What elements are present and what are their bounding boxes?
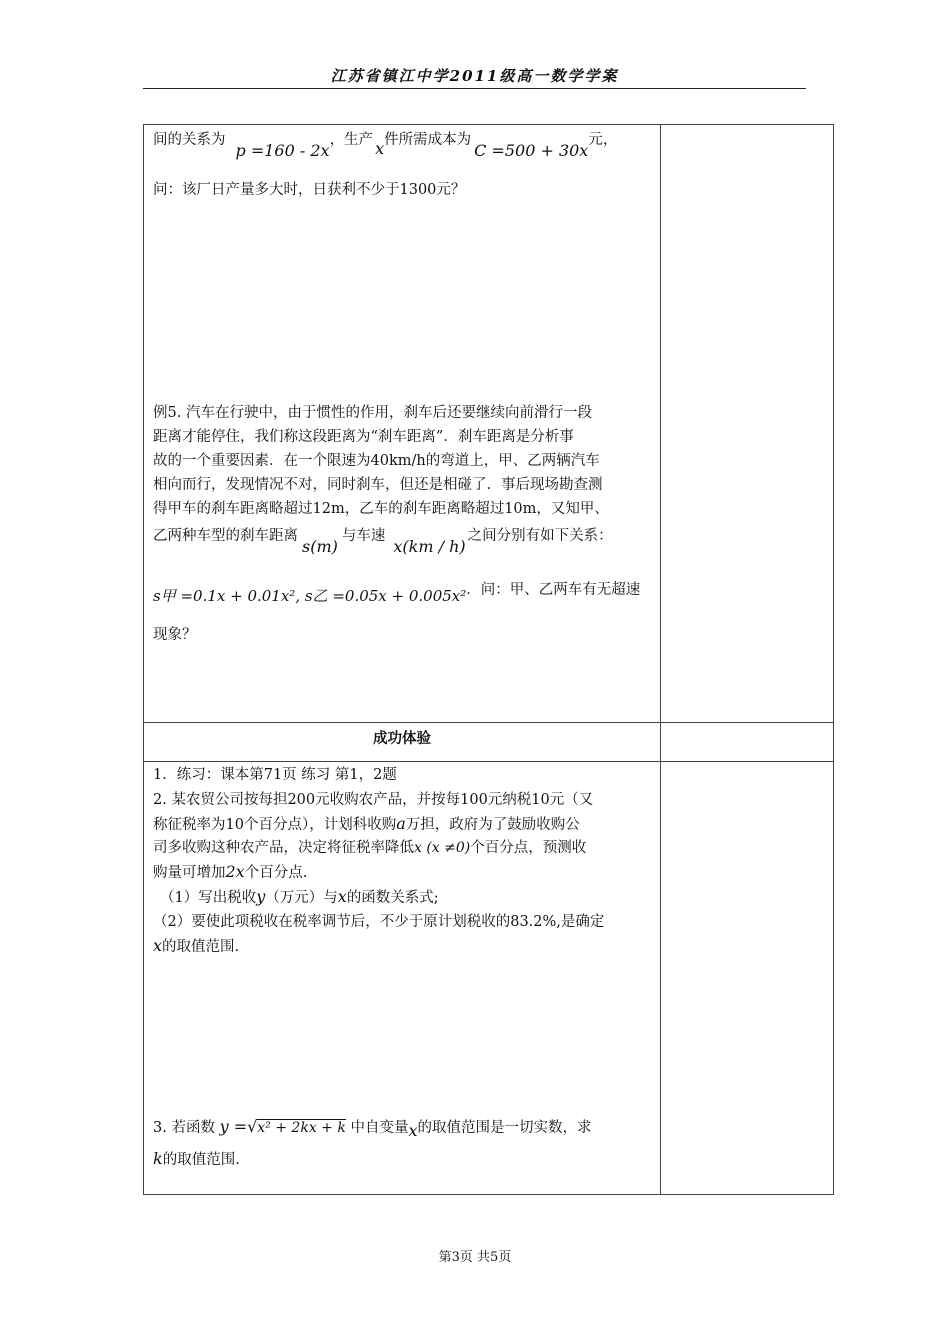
block1-line1: [153, 128, 618, 160]
text: 个百分点，预测收: [470, 840, 587, 856]
exercise-2-line3: [153, 837, 586, 859]
ex5-line6: [153, 524, 613, 556]
ex5-line2: 距离才能停住，我们称这段距离为“刹车距离”．刹车距离是分析事: [153, 429, 574, 445]
exercise-2-line4: [153, 861, 307, 884]
text: （万元）与: [265, 890, 338, 906]
section-title: 成功体验: [373, 731, 431, 747]
exercise-3-line1: [153, 1116, 591, 1139]
text: 乙两种车型的刹车距离: [153, 528, 298, 544]
text: 的函数关系式;: [346, 890, 439, 906]
ex5-line3: 故的一个重要因素．在一个限速为40km/h的弯道上，甲、乙两辆汽车: [153, 453, 600, 469]
var-y-eq: y =: [219, 1117, 248, 1136]
text: 万担，政府为了鼓励收购公: [405, 817, 580, 833]
text: 与车速: [341, 528, 386, 544]
ex5-line4: 相向而行，发现情况不对，同时刹车，但还是相碰了．事后现场勘查测: [153, 477, 603, 493]
text: 个百分点.: [244, 865, 308, 881]
radicand: x² + 2kx + k: [257, 1120, 346, 1136]
text: 之间分别有如下关系：: [467, 528, 613, 544]
var-y: y: [256, 887, 266, 906]
var-x: x: [375, 139, 385, 158]
ex5-line8: 现象？: [153, 627, 197, 643]
text: 购量可增加: [153, 865, 226, 881]
text: 司多收购这种农产品，决定将征税率降低: [153, 840, 414, 856]
side-cell-top: [660, 124, 834, 723]
text: 的取值范围.: [162, 939, 240, 955]
side-cell-bottom: [660, 761, 834, 1195]
formula-speed: x(km / h): [393, 537, 466, 556]
text: 的取值范围.: [162, 1152, 240, 1168]
var-2x: 2x: [225, 862, 245, 881]
text: 3. 若函数: [153, 1120, 215, 1136]
page-header: [143, 62, 806, 89]
text: 间的关系为: [153, 132, 226, 148]
var-x: x: [408, 1121, 418, 1140]
formula-cost: C =500 + 30x: [474, 141, 589, 160]
text: 称征税率为10个百分点），计划科收购: [153, 817, 397, 833]
formula-s: s(m): [302, 537, 338, 556]
var-x-cond: x (x ≠0): [414, 840, 471, 856]
exercise-1: 1．练习：课本第71页 练习 第1，2题: [153, 767, 397, 783]
var-x: x: [153, 936, 163, 955]
formula-braking: s甲 =0.1x + 0.01x², s乙 =0.05x + 0.005x²: [153, 587, 467, 605]
exercise-2-q2-cont: [153, 935, 239, 958]
text: ．问：甲、乙两车有无超速: [466, 582, 641, 598]
text: 件所需成本为: [384, 132, 472, 148]
var-a: a: [396, 814, 406, 833]
side-cell-section: [660, 722, 834, 762]
text: 元，: [588, 132, 618, 148]
text: 中自变量: [350, 1120, 409, 1136]
block1-line2: 问：该厂日产量多大时，日获利不少于1300元？: [153, 182, 466, 198]
ex5-line7: [153, 578, 641, 605]
text: ，生产: [329, 132, 374, 148]
formula-price: p =160 - 2x: [235, 141, 330, 160]
ex5-line5: 得甲车的刹车距离略超过12m，乙车的刹车距离略超过10m，又知甲、: [153, 501, 609, 517]
ex5-line1: 例5. 汽车在行驶中，由于惯性的作用，刹车后还要继续向前滑行一段: [153, 405, 592, 421]
var-x: x: [337, 887, 347, 906]
page-footer: 第3页 共5页: [438, 1250, 512, 1265]
text: （1）写出税收: [160, 890, 257, 906]
exercise-2-q2: （2）要使此项税收在税率调节后，不少于原计划税收的83.2%,是确定: [153, 914, 605, 930]
text: 的取值范围是一切实数，求: [417, 1120, 592, 1136]
exercise-2-line2: [153, 813, 580, 836]
var-k: k: [153, 1149, 163, 1168]
exercise-2-line1: 2. 某农贸公司按每担200元收购农产品，并按每100元纳税10元（又: [153, 792, 594, 808]
exercise-3-line2: [153, 1148, 240, 1171]
sqrt-sign: √: [247, 1117, 258, 1136]
exercise-2-q1: [160, 886, 439, 909]
header-title: 江苏省镇江中学2011级高一数学学案: [330, 67, 619, 85]
